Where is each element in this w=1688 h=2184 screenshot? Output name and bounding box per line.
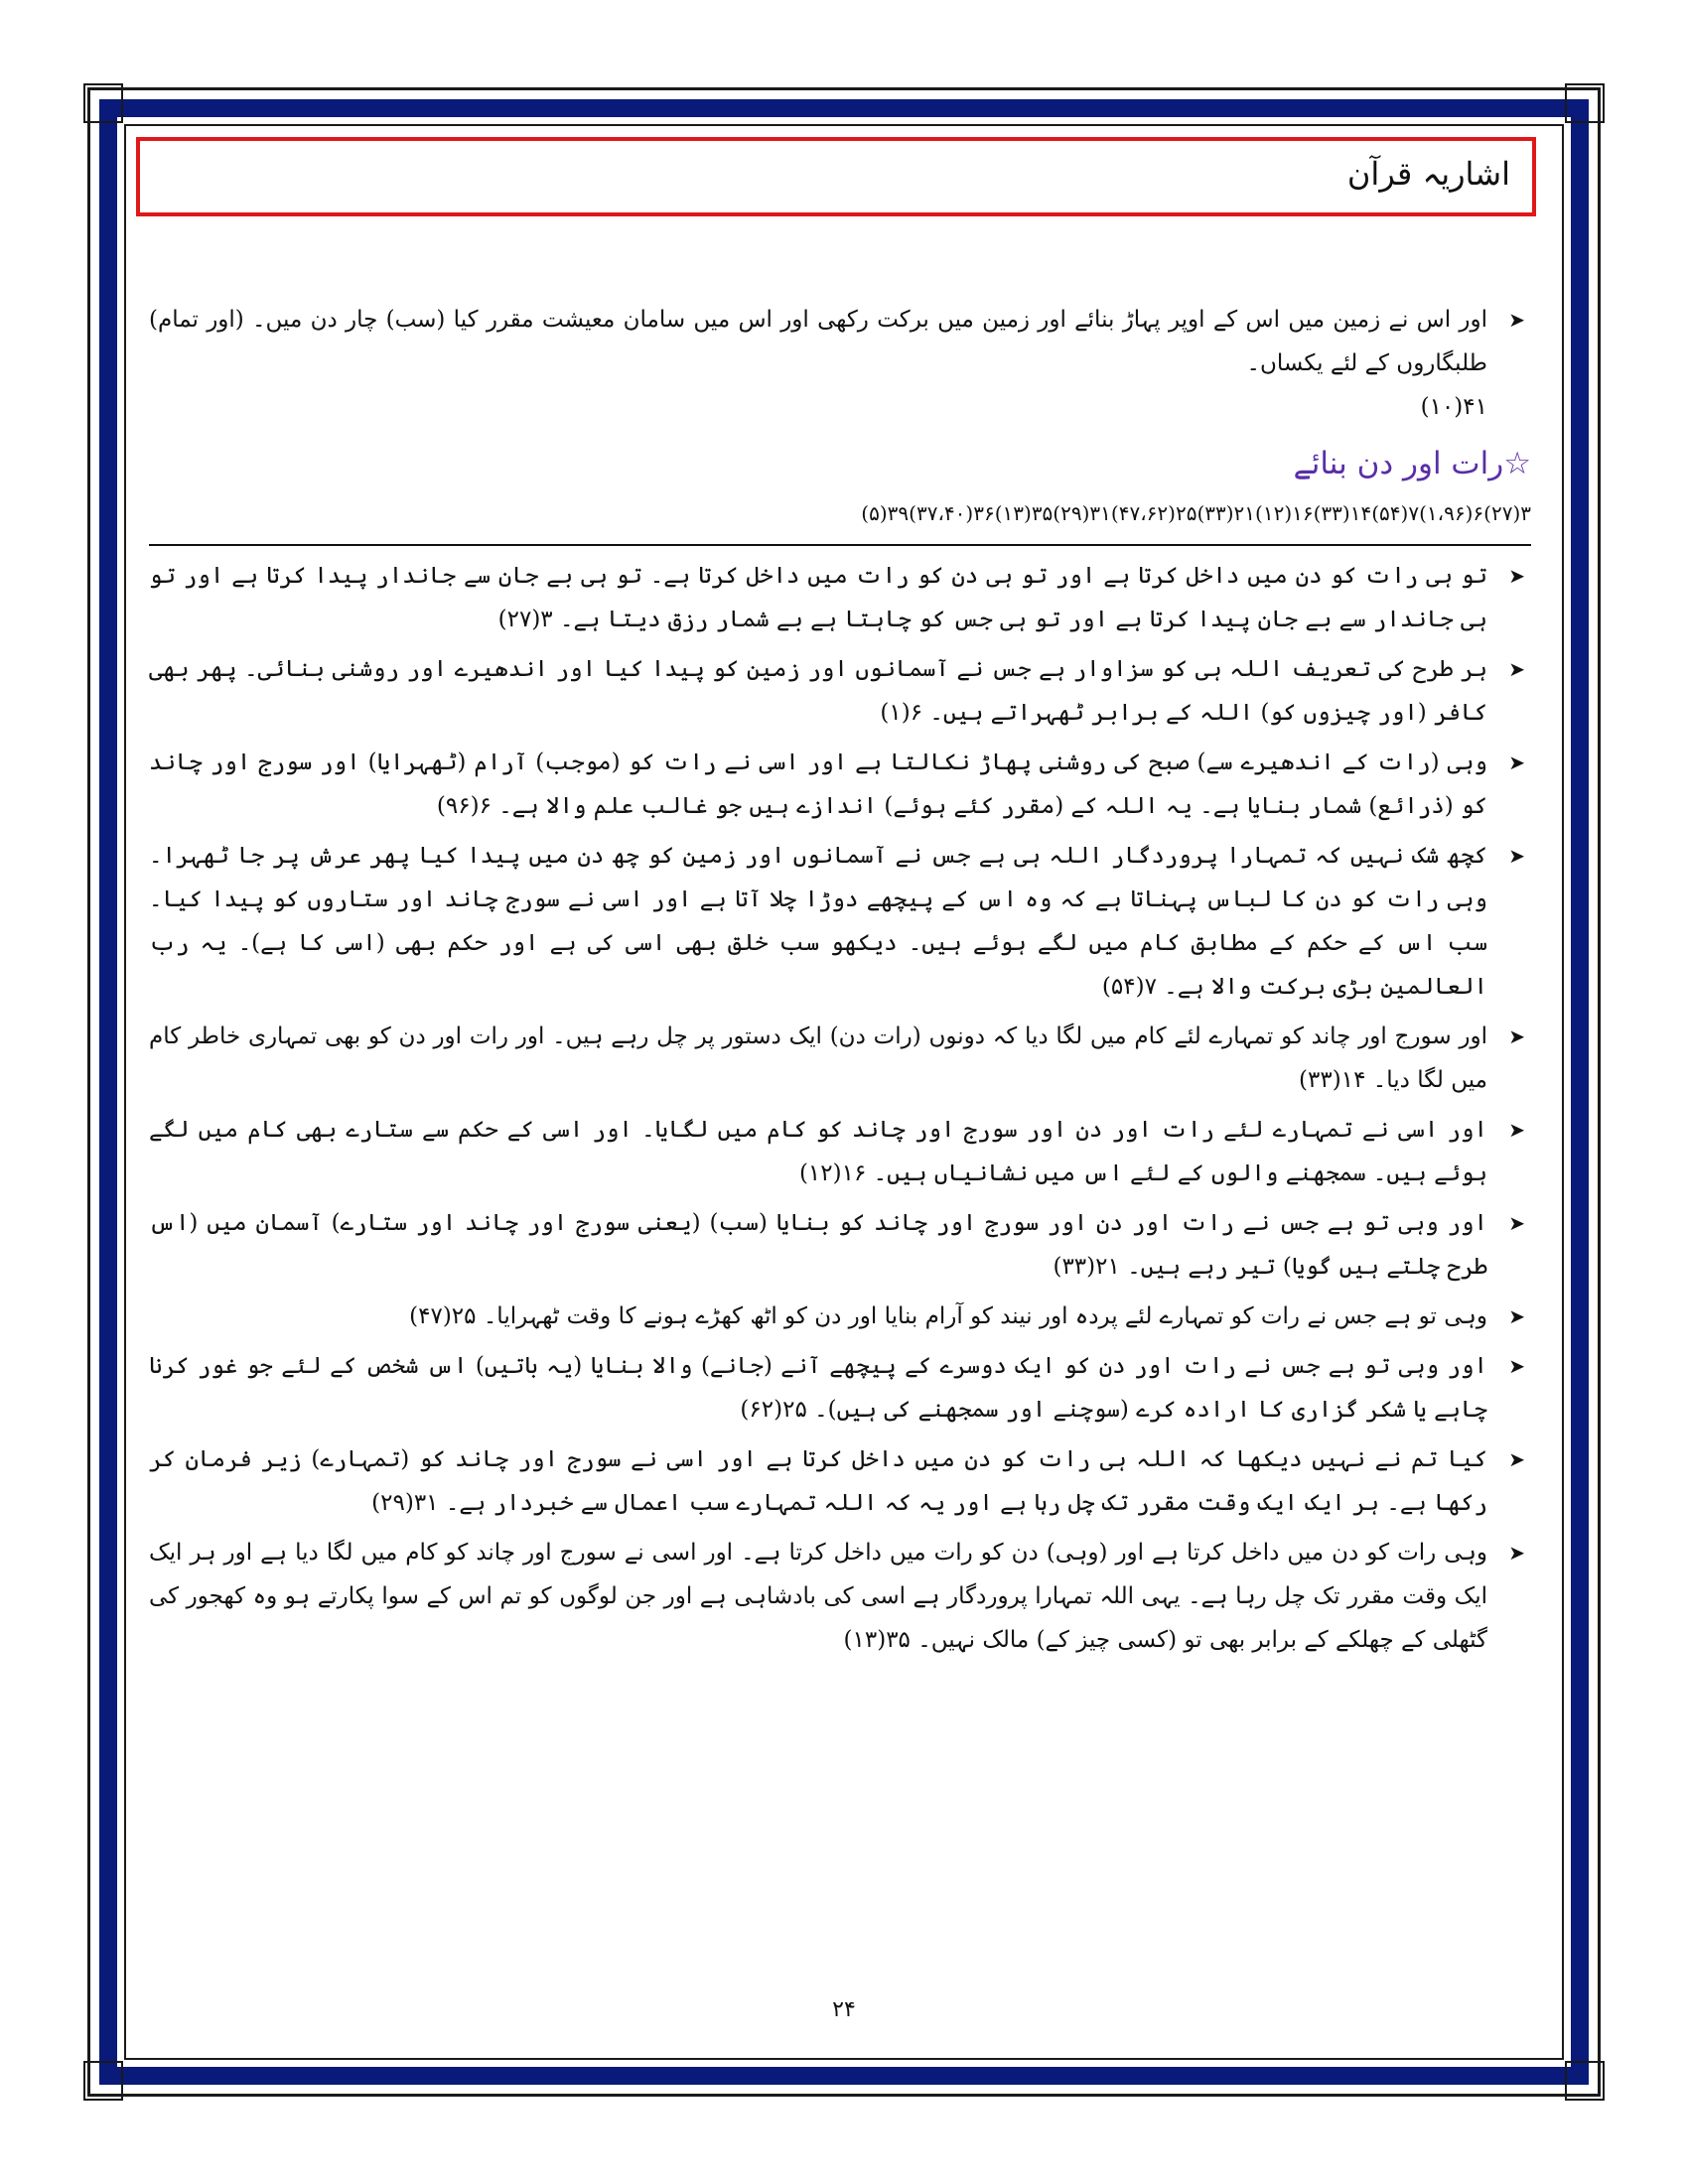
item-text: اور سورج اور چاند کو تمہارے لئے کام میں لگا دیا کہ دونوں (رات دن) ایک دستور پر چل رہے ہیں۔ اور رات اور دن کو بھی تمہاری خاطر کام میں لگا دیا۔ [149, 1024, 1487, 1093]
item-text: اور وہی تو ہے جس نے رات اور دن اور سورج اور چاند کو بنایا (سب) (یعنی سورج اور چاند اور ستارے) آسمان میں (اس طرح چلتے ہیں گویا) تیر رہے ہیں۔ [149, 1210, 1487, 1280]
frame-corner-ornament [1565, 2061, 1605, 2101]
list-item [149, 1201, 1531, 1289]
item-reference: ۱۶(۱۲) [798, 1160, 867, 1186]
list-item [149, 1531, 1531, 1662]
list-item [149, 1344, 1531, 1432]
bullet-arrow-icon: ➤ [1508, 1541, 1525, 1565]
list-item [149, 554, 1531, 641]
section-references: ۳(۲۷)۶(۱،۹۶)۷(۵۴)۱۴(۳۳)۱۶(۱۲)۲۱(۳۳)۲۵(۴۷،۶۲)۳۱(۲۹)۳۵(۱۳)۳۶(۳۷،۴۰)۳۹(۵) [861, 501, 1531, 525]
item-text: وہی رات کو دن میں داخل کرتا ہے اور (وہی) دن کو رات میں داخل کرتا ہے۔ اور اسی نے سورج اور چاند کو کام میں لگا دیا ہے اور ہر ایک ایک وقت مقرر تک چل رہا ہے۔ یہی اللہ تمہارا پروردگار ہے اسی کی بادشاہی ہے اور جن لوگوں کو تم اس کے سوا پکارتے ہو وہ کھجور کی گٹھلی کے چھلکے کے برابر بھی تو (کسی چیز کے) مالک نہیں۔ [149, 1540, 1487, 1653]
item-text: اور اسی نے تمہارے لئے رات اور دن اور سورج اور چاند کو کام میں لگایا۔ اور اسی کے حکم سے ستارے بھی کام میں لگے ہوئے ہیں۔ سمجھنے والوں کے لئے اس میں نشانیاں ہیں۔ [149, 1117, 1487, 1186]
section-heading: ☆رات اور دن بنائے [1293, 446, 1531, 481]
item-reference: ۳۱(۲۹) [371, 1490, 439, 1516]
list-item [149, 298, 1531, 429]
bullet-arrow-icon: ➤ [1508, 564, 1525, 588]
section-divider [149, 544, 1531, 546]
item-reference: ۶(۹۶) [436, 793, 492, 819]
bullet-arrow-icon: ➤ [1508, 657, 1525, 681]
page-title: اشاریہ قرآن [1346, 155, 1510, 193]
item-reference: ۴۱(۱۰) [1420, 394, 1487, 420]
item-text: اور وہی تو ہے جس نے رات اور دن کو ایک دوسرے کے پیچھے آنے (جانے) والا بنایا (یہ باتیں) اس شخص کے لئے جو غور کرنا چاہے یا شکر گزاری کا ارادہ کرے (سوچنے اور سمجھنے کی ہیں)۔ [149, 1353, 1487, 1423]
item-reference: ۲۵(۴۷) [409, 1303, 477, 1329]
item-reference: ۲۵(۶۲) [740, 1397, 807, 1423]
page-content [149, 298, 1531, 1668]
list-item [149, 1437, 1531, 1525]
item-reference: ۳(۲۷) [497, 607, 553, 632]
list-item [149, 1015, 1531, 1102]
frame-corner-ornament [83, 83, 123, 123]
item-text: وہی (رات کے اندھیرے سے) صبح کی روشنی پھاڑ نکالتا ہے اور اسی نے رات کو (موجب) آرام (ٹھہرایا) اور سورج اور چاند کو (ذرائع) شمار بنایا ہے۔ یہ اللہ کے (مقرر کئے ہوئے) اندازے ہیں جو غالب علم والا ہے۔ [149, 750, 1487, 819]
item-text: کیا تم نے نہیں دیکھا کہ اللہ ہی رات کو دن میں داخل کرتا ہے اور اسی نے سورج اور چاند کو (تمہارے) زیر فرمان کر رکھا ہے۔ ہر ایک ایک وقت مقرر تک چل رہا ہے اور یہ کہ اللہ تمہارے سب اعمال سے خبردار ہے۔ [149, 1446, 1487, 1516]
list-item [149, 1295, 1531, 1338]
item-text: ہر طرح کی تعریف اللہ ہی کو سزاوار ہے جس نے آسمانوں اور زمین کو پیدا کیا اور اندھیرے اور روشنی بنائی۔ پھر بھی کافر (اور چیزوں کو) اللہ کے برابر ٹھہراتے ہیں۔ [149, 656, 1487, 726]
bullet-arrow-icon: ➤ [1508, 1024, 1525, 1048]
bullet-arrow-icon: ➤ [1508, 1447, 1525, 1471]
bullet-arrow-icon: ➤ [1508, 1354, 1525, 1378]
item-text: اور اس نے زمین میں اس کے اوپر پہاڑ بنائے اور زمین میں برکت رکھی اور اس میں سامان معیشت مقرر کیا (سب) چار دن میں۔ (اور تمام) طلبگاروں کے لئے یکساں۔ [149, 307, 1487, 376]
item-text: تو ہی رات کو دن میں داخل کرتا ہے اور تو ہی دن کو رات میں داخل کرتا ہے۔ تو ہی بے جان سے جاندار پیدا کرتا ہے اور تو ہی جاندار سے بے جان پیدا کرتا ہے اور تو ہی جس کو چاہتا ہے بے شمار رزق دیتا ہے۔ [149, 563, 1487, 632]
list-item [149, 1108, 1531, 1195]
item-text: وہی تو ہے جس نے رات کو تمہارے لئے پردہ اور نیند کو آرام بنایا اور دن کو اٹھ کھڑے ہونے کا وقت ٹھہرایا۔ [483, 1303, 1487, 1329]
item-text: کچھ شک نہیں کہ تمہارا پروردگار اللہ ہی ہے جس نے آسمانوں اور زمین کو چھ دن میں پیدا کیا پھر عرش پر جا ٹھہرا۔ وہی رات کو دن کا لباس پہناتا ہے کہ وہ اس کے پیچھے دوڑا چلا آتا ہے اور اسی نے سورج چاند اور ستاروں کو پیدا کیا۔ سب اس کے حکم کے مطابق کام میں لگے ہوئے ہیں۔ دیکھو سب خلق بھی اسی کی ہے اور حکم بھی (اسی کا ہے)۔ یہ رب العالمین بڑی برکت والا ہے۔ [149, 843, 1487, 1000]
item-reference: ۳۵(۱۳) [843, 1627, 911, 1653]
bullet-arrow-icon: ➤ [1508, 751, 1525, 774]
bullet-arrow-icon: ➤ [1508, 1304, 1525, 1328]
frame-corner-ornament [83, 2061, 123, 2101]
bullet-arrow-icon: ➤ [1508, 308, 1525, 332]
item-reference: ۲۱(۳۳) [1053, 1254, 1120, 1280]
bullet-arrow-icon: ➤ [1508, 844, 1525, 868]
list-item [149, 834, 1531, 1009]
page-number: ۲۴ [832, 1997, 856, 2022]
bullet-arrow-icon: ➤ [1508, 1211, 1525, 1235]
list-item [149, 647, 1531, 735]
verse-list [149, 554, 1531, 1662]
item-reference: ۶(۱) [880, 700, 923, 726]
header-box [136, 137, 1536, 216]
frame-corner-ornament [1565, 83, 1605, 123]
item-reference: ۱۴(۳۳) [1299, 1067, 1366, 1093]
list-item [149, 741, 1531, 828]
bullet-arrow-icon: ➤ [1508, 1118, 1525, 1142]
item-reference: ۷(۵۴) [1101, 974, 1157, 1000]
